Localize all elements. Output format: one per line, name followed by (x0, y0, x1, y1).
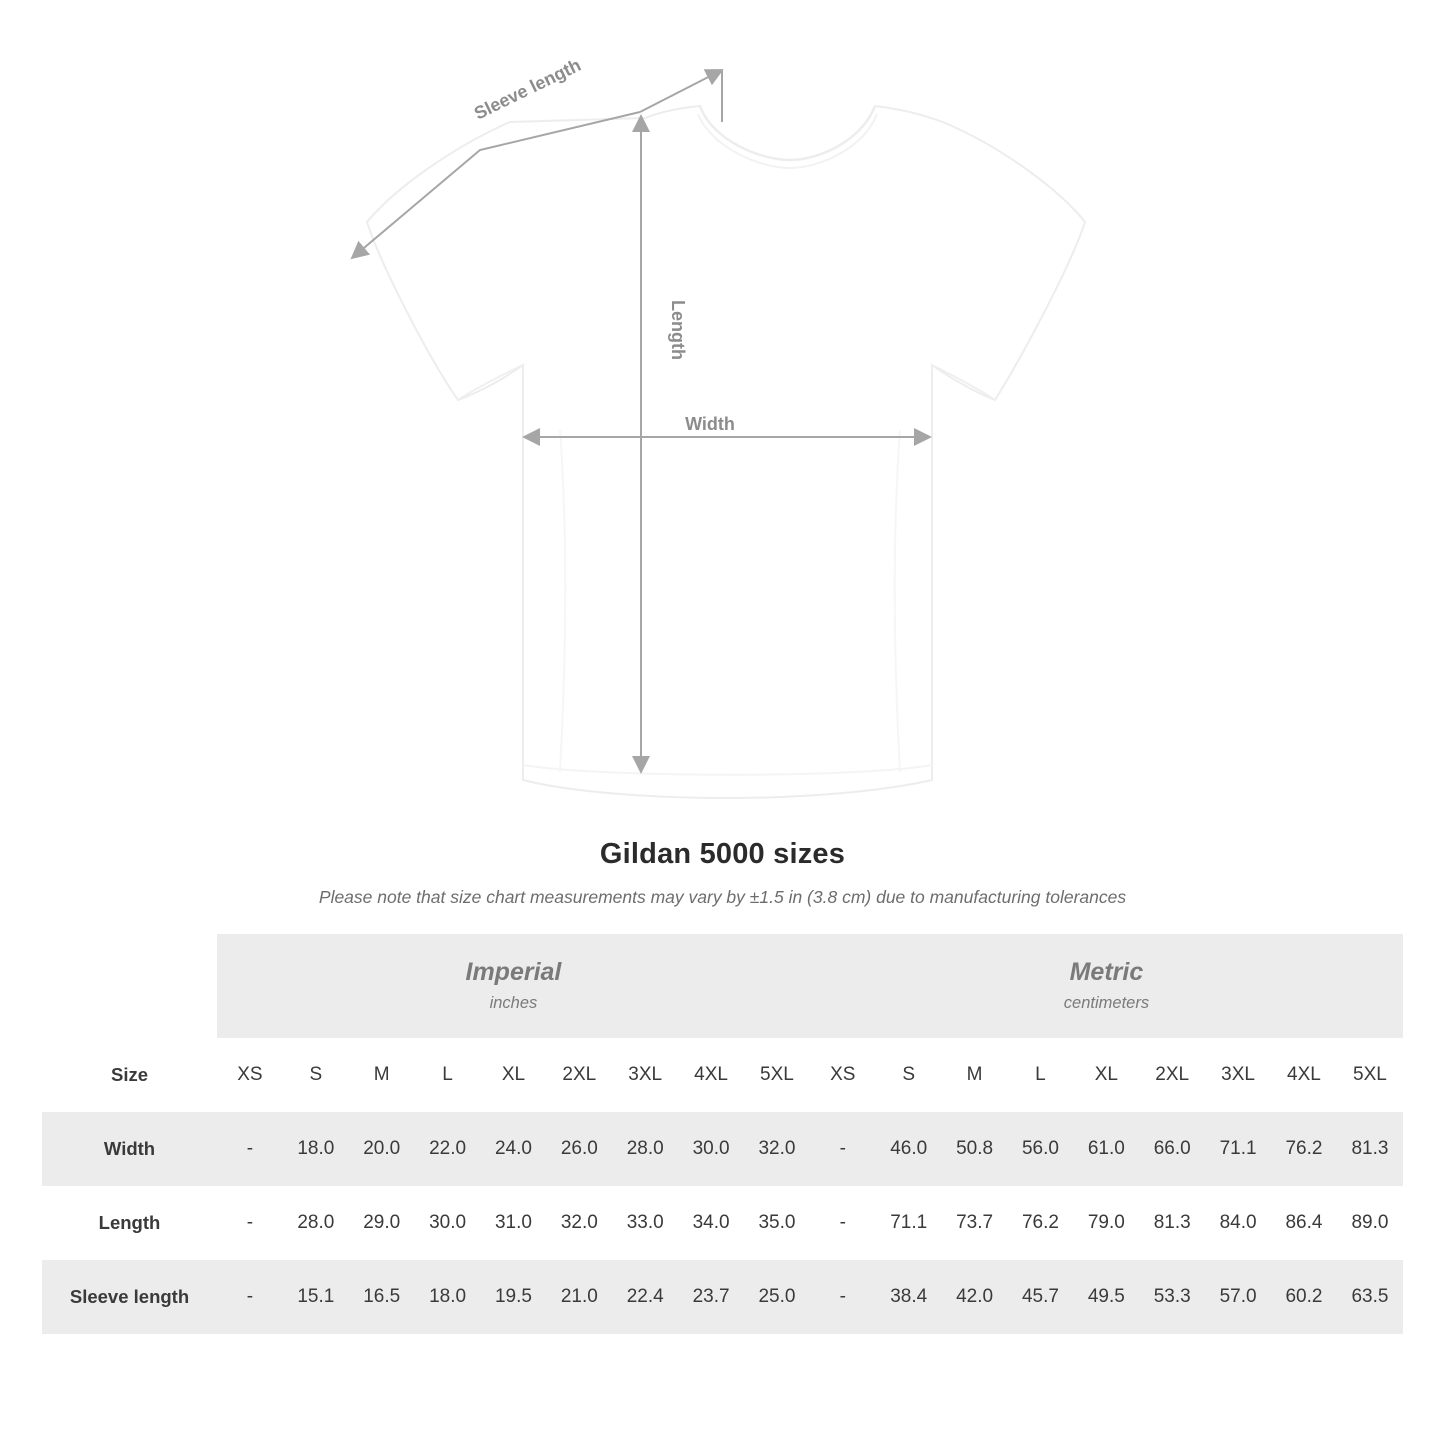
unit-imperial-name: Imperial (465, 957, 562, 986)
cell-sleeve-met-xs: - (810, 1260, 876, 1334)
cell-length-imp-xs: - (217, 1186, 283, 1260)
unit-metric-cell (810, 934, 1403, 1038)
cell-sleeve-met-2xl: 53.3 (1139, 1260, 1205, 1334)
row-label-sleeve-length: Sleeve length (42, 1260, 217, 1334)
cell-length-met-xl: 79.0 (1073, 1186, 1139, 1260)
size-header-imp-m: M (349, 1038, 415, 1112)
cell-width-met-m: 50.8 (942, 1112, 1008, 1186)
size-header-imp-2xl: 2XL (546, 1038, 612, 1112)
cell-length-met-3xl: 84.0 (1205, 1186, 1271, 1260)
cell-width-imp-l: 22.0 (415, 1112, 481, 1186)
cell-sleeve-imp-2xl: 21.0 (546, 1260, 612, 1334)
size-header-met-5xl: 5XL (1337, 1038, 1403, 1112)
table-row (42, 1260, 1403, 1334)
cell-sleeve-imp-xs: - (217, 1260, 283, 1334)
size-label-cell: Size (42, 1038, 217, 1112)
cell-length-imp-m: 29.0 (349, 1186, 415, 1260)
cell-length-met-2xl: 81.3 (1139, 1186, 1205, 1260)
cell-width-met-xl: 61.0 (1073, 1112, 1139, 1186)
cell-sleeve-met-s: 38.4 (876, 1260, 942, 1334)
size-header-met-xs: XS (810, 1038, 876, 1112)
cell-width-met-s: 46.0 (876, 1112, 942, 1186)
size-header-met-3xl: 3XL (1205, 1038, 1271, 1112)
cell-length-met-5xl: 89.0 (1337, 1186, 1403, 1260)
row-label-width: Width (42, 1112, 217, 1186)
size-table-wrap (42, 934, 1403, 1334)
table-row (42, 1112, 1403, 1186)
cell-width-met-5xl: 81.3 (1337, 1112, 1403, 1186)
cell-width-imp-4xl: 30.0 (678, 1112, 744, 1186)
cell-width-met-4xl: 76.2 (1271, 1112, 1337, 1186)
unit-imperial-sub: inches (489, 994, 538, 1013)
size-header-imp-5xl: 5XL (744, 1038, 810, 1112)
size-header-imp-l: L (415, 1038, 481, 1112)
cell-sleeve-imp-3xl: 22.4 (612, 1260, 678, 1334)
size-header-imp-3xl: 3XL (612, 1038, 678, 1112)
size-header-row (42, 1038, 1403, 1112)
cell-width-imp-s: 18.0 (283, 1112, 349, 1186)
cell-length-imp-l: 30.0 (415, 1186, 481, 1260)
cell-width-imp-xs: - (217, 1112, 283, 1186)
size-header-met-xl: XL (1073, 1038, 1139, 1112)
size-header-met-m: M (942, 1038, 1008, 1112)
cell-sleeve-imp-m: 16.5 (349, 1260, 415, 1334)
cell-width-met-xs: - (810, 1112, 876, 1186)
chart-title: Gildan 5000 sizes (599, 838, 846, 870)
length-label: Length (668, 300, 688, 360)
sleeve-length-label: Sleeve length (470, 54, 585, 124)
size-header-met-l: L (1008, 1038, 1074, 1112)
cell-length-met-xs: - (810, 1186, 876, 1260)
cell-sleeve-imp-4xl: 23.7 (678, 1260, 744, 1334)
cell-sleeve-imp-xl: 19.5 (481, 1260, 547, 1334)
cell-length-imp-5xl: 35.0 (744, 1186, 810, 1260)
size-header-imp-xl: XL (481, 1038, 547, 1112)
cell-width-imp-2xl: 26.0 (546, 1112, 612, 1186)
cell-length-met-s: 71.1 (876, 1186, 942, 1260)
size-header-imp-s: S (283, 1038, 349, 1112)
cell-sleeve-met-m: 42.0 (942, 1260, 1008, 1334)
cell-sleeve-imp-s: 15.1 (283, 1260, 349, 1334)
cell-length-met-4xl: 86.4 (1271, 1186, 1337, 1260)
cell-width-imp-3xl: 28.0 (612, 1112, 678, 1186)
cell-width-imp-m: 20.0 (349, 1112, 415, 1186)
size-header-met-s: S (876, 1038, 942, 1112)
cell-sleeve-met-l: 45.7 (1008, 1260, 1074, 1334)
cell-width-met-l: 56.0 (1008, 1112, 1074, 1186)
unit-spacer-cell (42, 934, 217, 1038)
cell-sleeve-met-5xl: 63.5 (1337, 1260, 1403, 1334)
size-table (42, 934, 1403, 1334)
cell-length-imp-s: 28.0 (283, 1186, 349, 1260)
row-label-length: Length (42, 1186, 217, 1260)
size-header-imp-4xl: 4XL (678, 1038, 744, 1112)
cell-sleeve-met-3xl: 57.0 (1205, 1260, 1271, 1334)
size-header-met-2xl: 2XL (1139, 1038, 1205, 1112)
cell-length-imp-3xl: 33.0 (612, 1186, 678, 1260)
cell-sleeve-imp-5xl: 25.0 (744, 1260, 810, 1334)
unit-metric-sub: centimeters (1063, 994, 1150, 1013)
cell-length-imp-4xl: 34.0 (678, 1186, 744, 1260)
size-header-met-4xl: 4XL (1271, 1038, 1337, 1112)
cell-width-imp-xl: 24.0 (481, 1112, 547, 1186)
cell-width-imp-5xl: 32.0 (744, 1112, 810, 1186)
title-block (0, 838, 1445, 908)
cell-width-met-2xl: 66.0 (1139, 1112, 1205, 1186)
unit-header-row (42, 934, 1403, 1038)
unit-metric-name: Metric (1069, 957, 1144, 986)
unit-imperial-cell (217, 934, 810, 1038)
size-header-imp-xs: XS (217, 1038, 283, 1112)
tshirt-shape (367, 106, 1085, 798)
cell-width-met-3xl: 71.1 (1205, 1112, 1271, 1186)
cell-length-imp-xl: 31.0 (481, 1186, 547, 1260)
cell-length-met-l: 76.2 (1008, 1186, 1074, 1260)
cell-sleeve-imp-l: 18.0 (415, 1260, 481, 1334)
table-row (42, 1186, 1403, 1260)
width-label: Width (685, 414, 735, 434)
cell-length-met-m: 73.7 (942, 1186, 1008, 1260)
cell-sleeve-met-4xl: 60.2 (1271, 1260, 1337, 1334)
cell-length-imp-2xl: 32.0 (546, 1186, 612, 1260)
cell-sleeve-met-xl: 49.5 (1073, 1260, 1139, 1334)
chart-note: Please note that size chart measurements may vary by ±1.5 in (3.8 cm) due to manufacturing tolerances (318, 887, 1127, 907)
